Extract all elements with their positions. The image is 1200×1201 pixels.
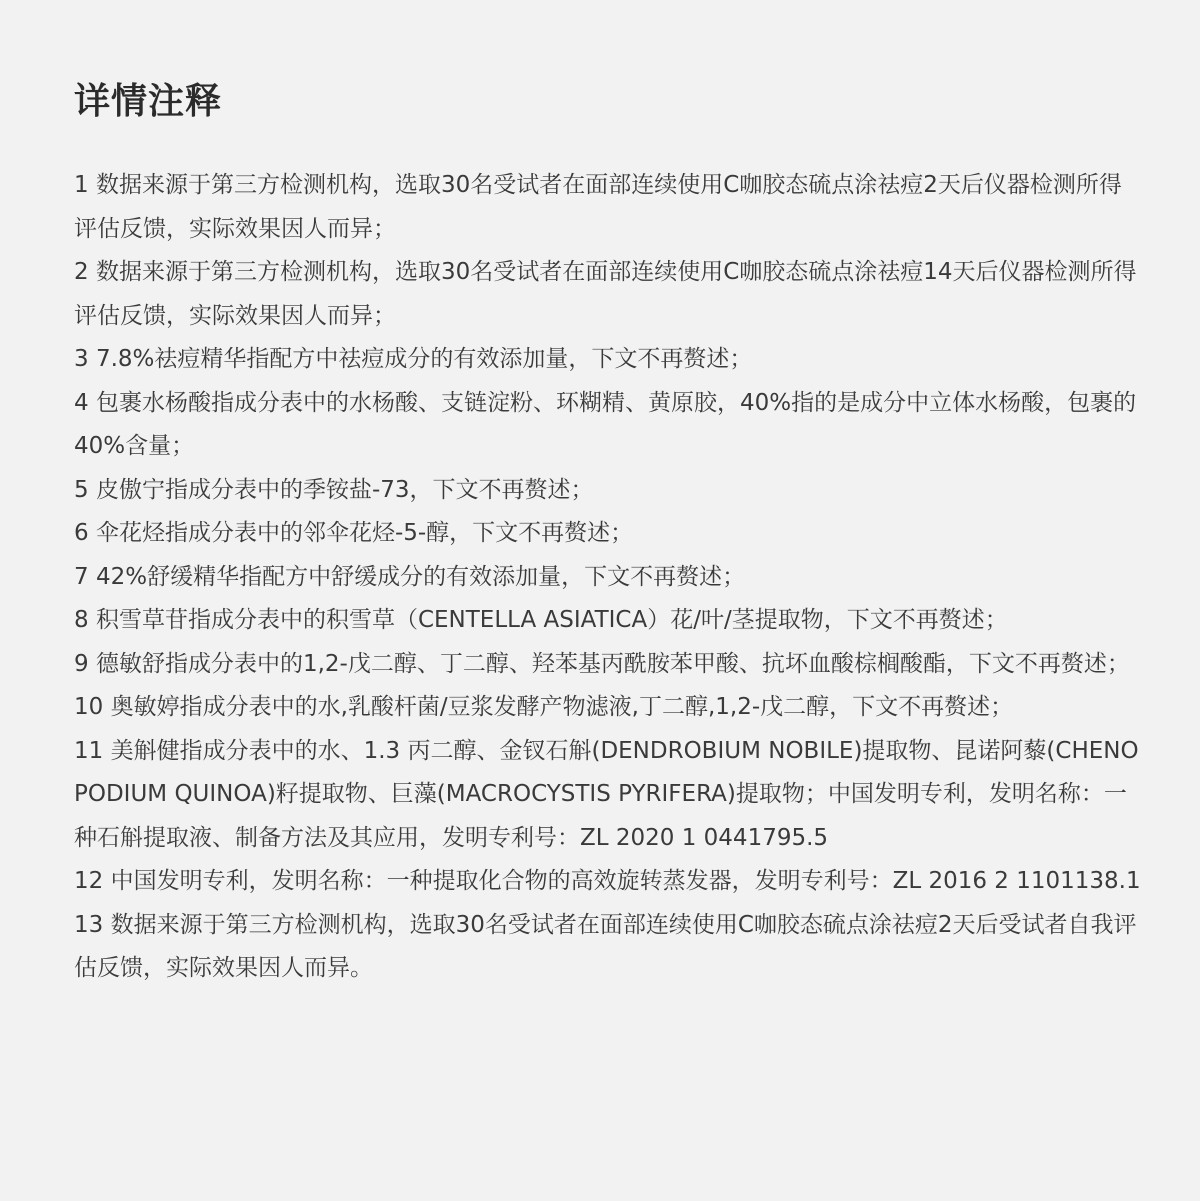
note-item-10: 10 奥敏婷指成分表中的水,乳酸杆菌/豆浆发酵产物滤液,丁二醇,1,2-戊二醇，下文不再赘述； <box>74 694 1014 720</box>
note-item-9: 9 德敏舒指成分表中的1,2-戊二醇、丁二醇、羟苯基丙酰胺苯甲酸、抗坏血酸棕榈酸酯，下文不再赘述； <box>74 650 1130 677</box>
note-item-6: 6 伞花烃指成分表中的邻伞花烃-5-醇，下文不再赘述； <box>74 520 634 546</box>
note-item-4: 4 包裹水杨酸指成分表中的水杨酸、支链淀粉、环糊精、黄原胶，40%指的是成分中立体水杨酸，包裹的40%含量； <box>74 389 1137 459</box>
note-item-8: 8 积雪草苷指成分表中的积雪草（CENTELLA ASIATICA）花/叶/茎提取物，下文不再赘述； <box>74 607 1008 633</box>
note-item-7: 7 42%舒缓精华指配方中舒缓成分的有效添加量，下文不再赘述； <box>74 563 746 590</box>
note-item-5: 5 皮傲宁指成分表中的季铵盐-73，下文不再赘述； <box>74 476 594 503</box>
note-item-12: 12 中国发明专利，发明名称：一种提取化合物的高效旋转蒸发器，发明专利号：ZL 2016 2 1101138.1 <box>74 868 1141 894</box>
note-item-11: 11 美斛健指成分表中的水、1.3 丙二醇、金钗石斛(DENDROBIUM NOBILE)提取物、昆诺阿藜(CHENOPODIUM QUINOA)籽提取物、巨藻(MACROCYSTIS PYRIFERA)提取物；中国发明专利，发明名称：一种石斛提取液、制备方法及其应用，发明专利号：ZL 2020 1 0441795.5 <box>74 737 1139 851</box>
note-item-13: 13 数据来源于第三方检测机构，选取30名受试者在面部连续使用C咖胶态硫点涂祛痘2天后受试者自我评估反馈，实际效果因人而异。 <box>74 911 1137 981</box>
notes-list <box>74 164 1144 991</box>
note-item-3: 3 7.8%祛痘精华指配方中祛痘成分的有效添加量，下文不再赘述； <box>74 346 753 372</box>
note-item-1: 1 数据来源于第三方检测机构，选取30名受试者在面部连续使用C咖胶态硫点涂祛痘2天后仪器检测所得评估反馈，实际效果因人而异； <box>74 172 1122 242</box>
page-title: 详情注释 <box>74 81 223 122</box>
note-item-2: 2 数据来源于第三方检测机构，选取30名受试者在面部连续使用C咖胶态硫点涂祛痘14天后仪器检测所得评估反馈，实际效果因人而异； <box>74 259 1137 329</box>
